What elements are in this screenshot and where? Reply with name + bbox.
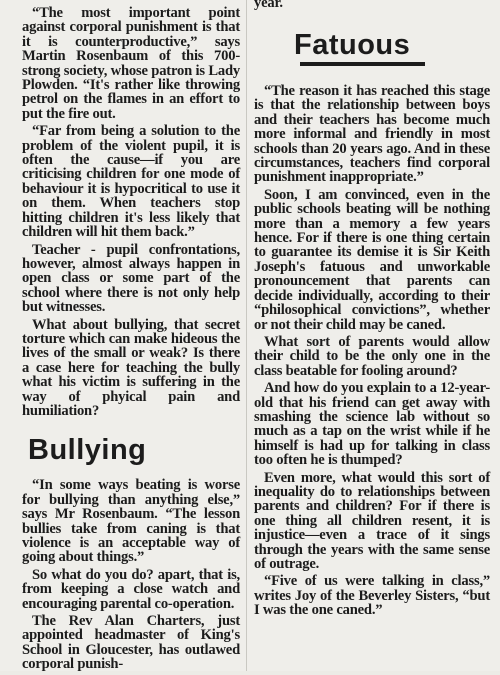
heading-underline [300,62,425,66]
paragraph: The Rev Alan Charters, just appointed headmaster of King's School in Gloucester, has outlawed corporal punish- [22,613,240,673]
paragraph: “The most important point against corporal punishment is that it is counterproductive,” says Martin Rosenbaum of this 700-strong society, whose patron is Lady Plowden. “It's rather like throwing petrol on the flames in an effort to put the fire out. [22,5,240,122]
right-column [254,0,490,621]
paragraph: And how do you explain to a 12-year-old that his friend can get away with smashing the science lab without so much as a tap on the wrist while if he himself is had up for talking in class too often he is thumped? [254,380,490,469]
paragraph: Soon, I am convinced, even in the public schools beating will be nothing more than a memory a few years hence. For if there is one thing certain to guarantee its demise it is Sir Keith Joseph's fatuous and unworkable pronouncement that parents can decide individually, according to their “philosophical convictions”, whether or not their child may be caned. [254,186,490,333]
left-column [22,6,240,675]
paragraph: “Five of us were talking in class,” writes Joy of the Beverley Sisters, “but I was the one caned.” [254,573,490,619]
section-heading-bullying: Bullying [28,434,147,467]
paragraph: Even more, what would this sort of inequality do to relationships between parents and children? For if there is one thing all children resent, it is injustice—even a trace of it sings through the years with the same sense of outrage. [254,469,490,572]
paragraph: “The reason it has reached this stage is that the relationship between boys and their teachers has become much more informal and friendly in most schools than 20 years ago. And in these circumstances, teachers find corporal punishment inappropriate.” [254,83,490,186]
paragraph: “Far from being a solution to the problem of the violent pupil, it is often the cause—if you are criticising children for one mode of behaviour it is hypocritical to use it on them. When teachers stop hitting children it's less likely that children will hit them back.” [22,123,240,241]
paragraph: What about bullying, that secret torture which can make hideous the lives of the small or weak? Is there a case here for teaching the bully what his victim is suffering in the way of phyical pain and humiliation? [22,316,240,419]
paragraph: What sort of parents would allow their child to be the only one in the class beatable for fooling around? [254,333,490,379]
section-heading-fatuous: Fatuous [294,29,411,61]
continued-fragment: year. [254,0,283,11]
column-divider [246,0,247,671]
paragraph: Teacher - pupil confrontations, however, almost always happen in open class or some part of the school where there is not only help but witnesses. [22,241,240,316]
paragraph: So what do you do? apart, that is, from keeping a close watch and encouraging parental co-operation. [22,566,240,612]
section-heading-fatuous-block [294,28,490,70]
paragraph: “In some ways beating is worse for bullying than anything else,” says Mr Rosenbaum. “The lesson bullies take from caning is that violence is an acceptable way of going about things.” [22,477,240,566]
